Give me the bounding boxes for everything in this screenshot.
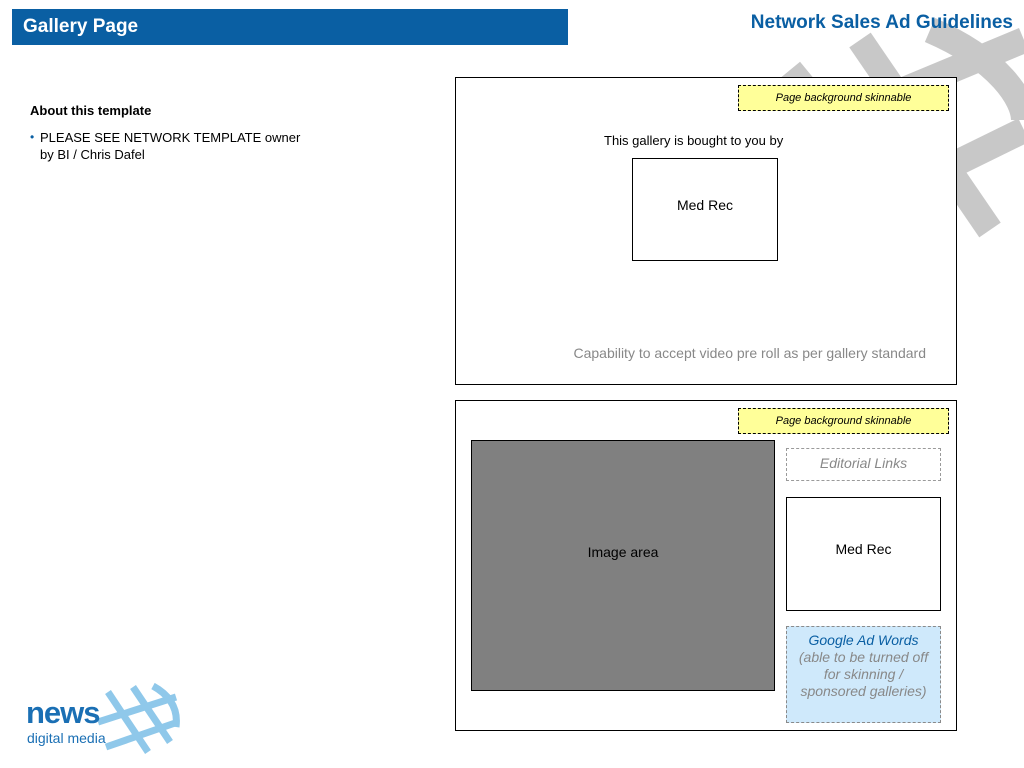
- image-area-label: Image area: [587, 544, 659, 560]
- skinnable-label: Page background skinnable: [738, 85, 949, 111]
- sponsor-text: This gallery is bought to you by: [604, 133, 784, 148]
- page-title-bar: [12, 9, 568, 45]
- med-rec-label: Med Rec: [676, 197, 734, 213]
- image-area: [471, 440, 775, 691]
- about-bullet-item: [30, 129, 310, 163]
- gallery-top-panel: [455, 77, 957, 385]
- gallery-bottom-panel: [455, 400, 957, 731]
- google-ad-words-slot: [786, 626, 941, 723]
- page-title: Gallery Page: [23, 16, 139, 37]
- ad-words-title: Google Ad Words: [808, 632, 919, 648]
- about-heading: About this template: [30, 103, 152, 118]
- document-title: Network Sales Ad Guidelines: [750, 12, 1013, 33]
- skinnable-label: Page background skinnable: [738, 408, 949, 434]
- ad-words-note: (able to be turned off for skinning / sponsored galleries): [798, 649, 929, 699]
- logo-subtitle: digital media: [27, 730, 106, 746]
- news-digital-media-logo: [26, 682, 186, 762]
- logo-wordmark: news: [26, 695, 100, 730]
- med-rec-label: Med Rec: [835, 541, 892, 557]
- video-preroll-note: Capability to accept video pre roll as per gallery standard: [573, 345, 926, 361]
- med-rec-ad-slot: [632, 158, 778, 261]
- globe-icon: [88, 682, 180, 762]
- editorial-links-slot: Editorial Links: [786, 448, 941, 481]
- about-bullet-text: PLEASE SEE NETWORK TEMPLATE owner by BI / Chris Dafel: [40, 130, 301, 162]
- med-rec-ad-slot: [786, 497, 941, 611]
- bullet-icon: •: [30, 130, 35, 144]
